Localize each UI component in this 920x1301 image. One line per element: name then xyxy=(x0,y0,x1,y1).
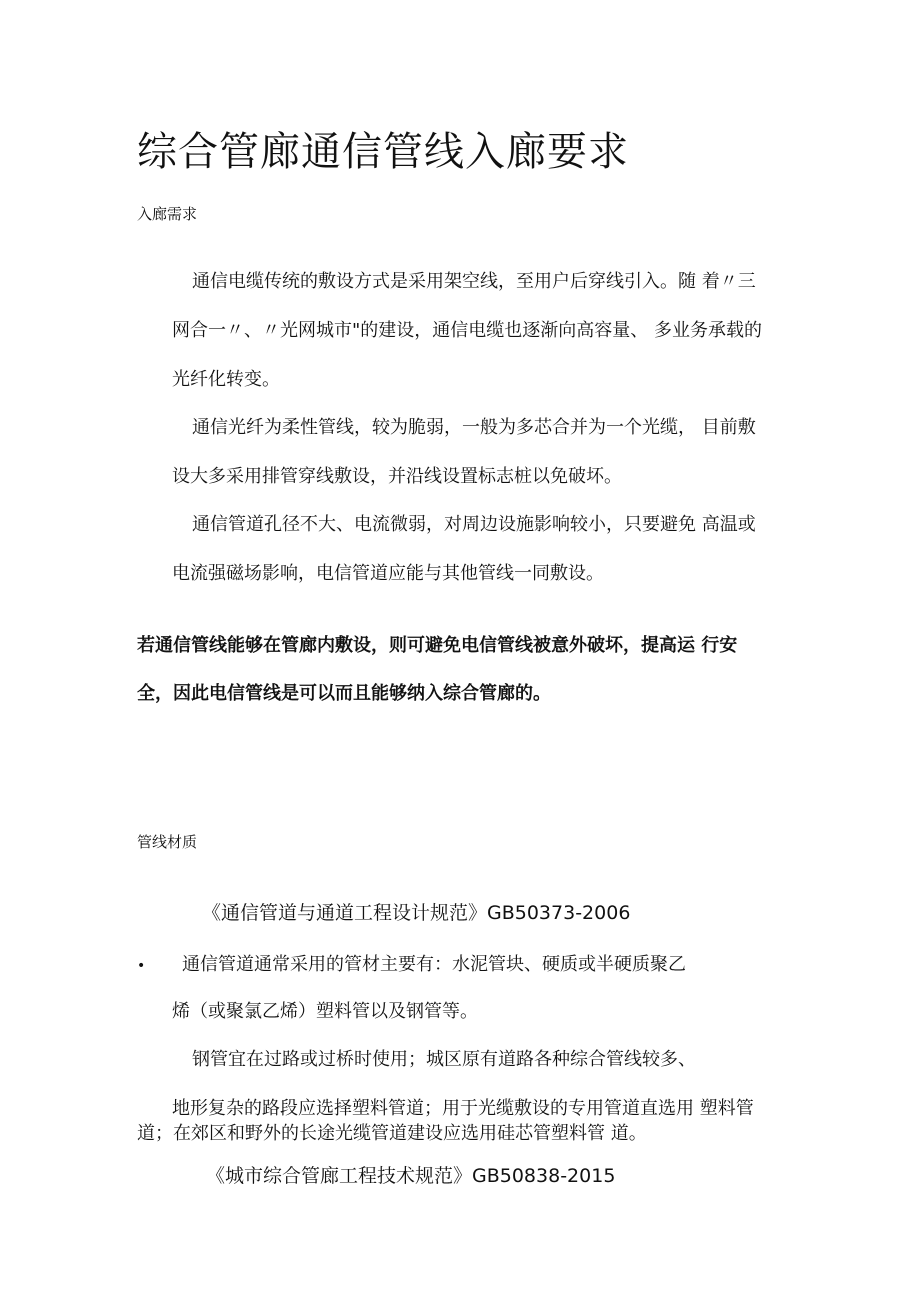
standard-reference: 《通信管道与通道工程设计规范》GB50373-2006 xyxy=(202,902,631,924)
standard-reference: 《城市综合管廊工程技术规范》GB50838-2015 xyxy=(206,1165,616,1187)
paragraph-line: 通信管道通常采用的管材主要有：水泥管块、硬质或半硬质聚乙 xyxy=(182,954,686,975)
paragraph-line: 地形复杂的路段应选择塑料管道；用于光缆敷设的专用管道直选用 塑料管 xyxy=(172,1098,754,1119)
paragraph-line: 道；在郊区和野外的长途光缆管道建设应选用硅芯管塑料管 道。 xyxy=(137,1123,647,1144)
conclusion-line: 全，因此电信管线是可以而且能够纳入综合管廊的。 xyxy=(137,683,551,704)
paragraph-line: 网合一〃、〃光网城市"的建设，通信电缆也逐渐向高容量、 多业务承载的 xyxy=(172,320,762,341)
paragraph-line: 设大多采用排管穿线敷设，并沿线设置标志桩以免破坏。 xyxy=(172,466,622,487)
document-title: 综合管廊通信管线入廊要求 xyxy=(137,129,629,175)
paragraph-line: 电流强磁场影响，电信管道应能与其他管线一同敷设。 xyxy=(172,563,604,584)
paragraph-line: 通信管道孔径不大、电流微弱，对周边设施影响较小，只要避免 高温或 xyxy=(192,514,756,535)
section-heading-material: 管线材质 xyxy=(137,833,198,851)
paragraph-line: 通信光纤为柔性管线，较为脆弱，一般为多芯合并为一个光缆， 目前敷 xyxy=(192,417,756,438)
paragraph-line: 烯（或聚氯乙烯）塑料管以及钢管等。 xyxy=(172,1001,478,1022)
paragraph-line: 光纤化转变。 xyxy=(172,369,280,390)
bullet-marker: • xyxy=(137,958,146,974)
section-heading-requirements: 入廊需求 xyxy=(137,205,198,223)
paragraph-line: 通信电缆传统的敷设方式是采用架空线，至用户后穿线引入。随 着〃三 xyxy=(192,271,756,292)
paragraph-line: 钢管宜在过路或过桥时使用；城区原有道路各种综合管线较多、 xyxy=(192,1049,696,1070)
conclusion-line: 若通信管线能够在管廊内敷设，则可避免电信管线被意外破坏，提高运 行安 xyxy=(137,635,738,656)
